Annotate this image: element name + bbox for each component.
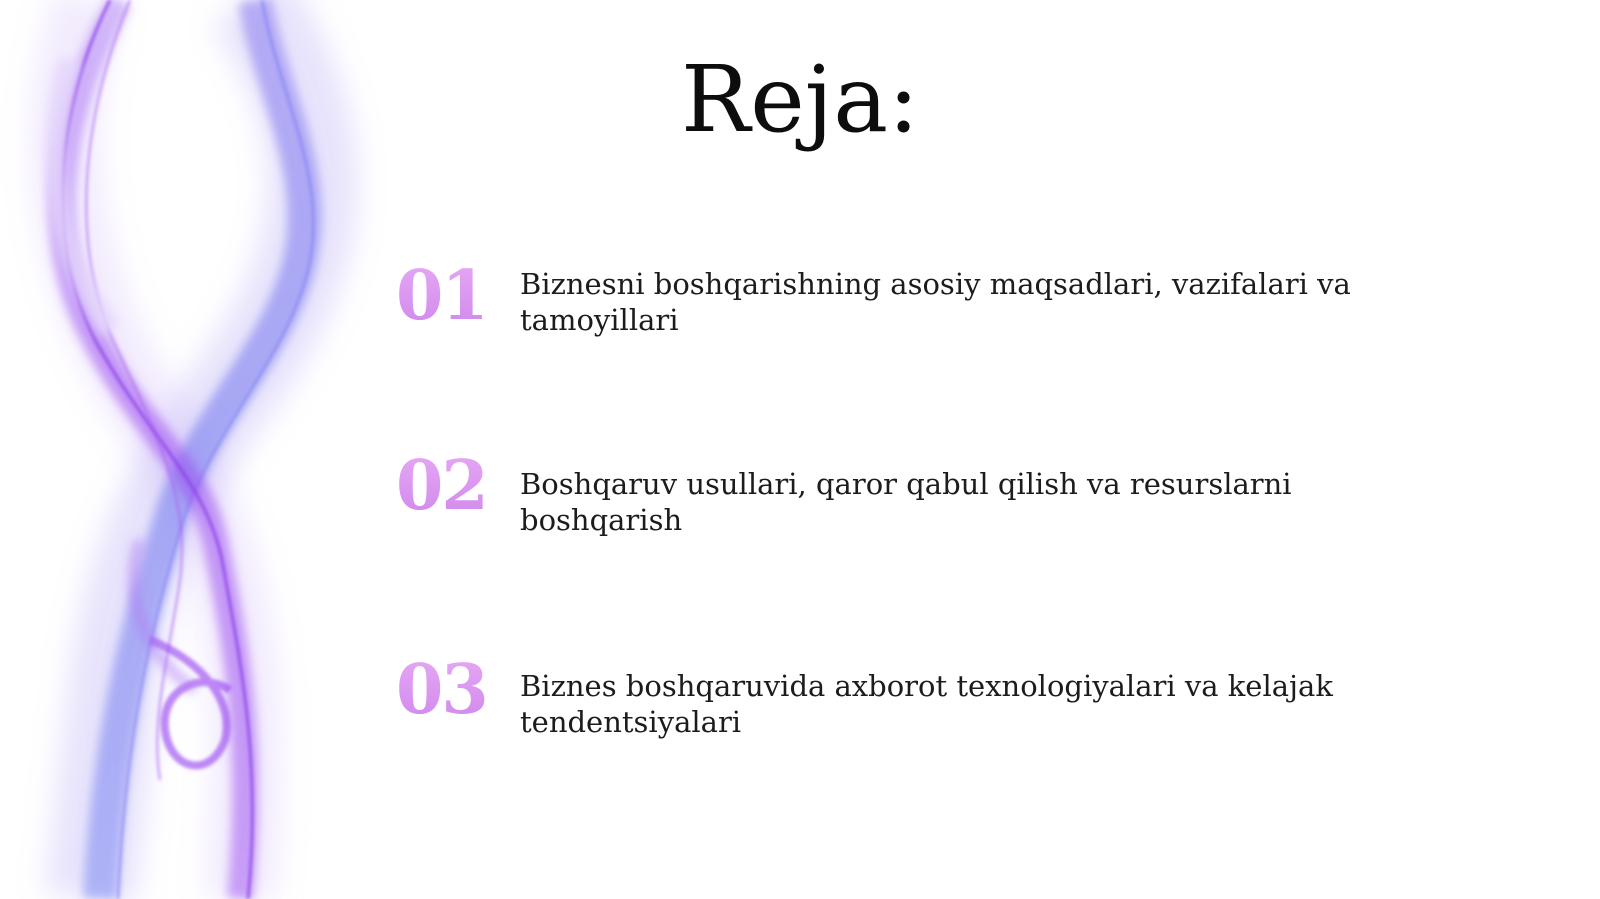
slide-title: Reja: (680, 46, 920, 153)
purple-smoke-decoration (0, 0, 400, 899)
item-number: 03 (396, 650, 506, 730)
item-number: 01 (396, 256, 506, 336)
item-text: Biznesni boshqarishning asosiy maqsadlari, vazifalari va tamoyillari (520, 267, 1351, 337)
item-text: Biznes boshqaruvida axborot texnologiyalari va kelajak tendentsiyalari (520, 669, 1333, 739)
item-text: Boshqaruv usullari, qaror qabul qilish va resurslarni boshqarish (520, 467, 1292, 537)
item-number: 02 (396, 446, 506, 526)
